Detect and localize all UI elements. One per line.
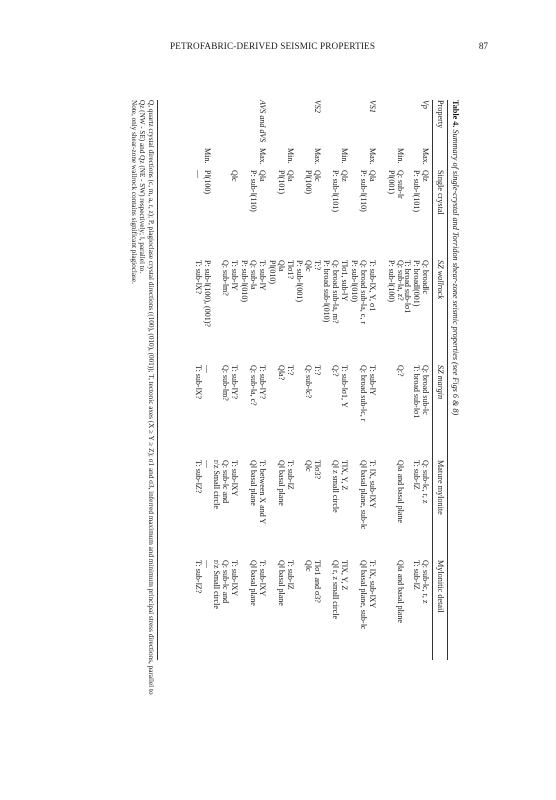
cell-single (387, 170, 405, 199)
row-stat: Max. (368, 148, 377, 165)
cell-line: T:? (286, 365, 295, 376)
cell-line: Q: sub-‖c, r, z (421, 460, 430, 504)
cell-line: T: sub-‖Z (286, 560, 295, 590)
cell-line: Q: sub-‖r (396, 170, 405, 199)
row-property: AVS and dVS (258, 100, 267, 143)
cell-line: P‖(001) (387, 170, 396, 195)
cell-margin (412, 365, 430, 418)
cell-mature (277, 460, 295, 506)
cell-line: Q‖ basal plane (277, 460, 286, 506)
cell-line: T: sub-‖Y? (258, 365, 267, 400)
cell-single (331, 170, 349, 212)
cell-line: Q‖ z small circle (331, 460, 340, 513)
cell-line: r/z Small circle (212, 560, 221, 609)
cell-line: T: sub-‖X, Y, σ1 (368, 260, 377, 312)
cell-line: Q‖z (421, 170, 430, 182)
cell-single (230, 170, 239, 182)
cell-mature (359, 460, 377, 529)
cell-line: P‖(100) (203, 170, 212, 195)
rotated-table-region (130, 100, 460, 695)
cell-margin (359, 365, 377, 421)
cell-line: T‖X, Y, Z (340, 560, 349, 591)
cell-line: Q: sub-‖a, c? (249, 365, 258, 406)
row-stat: Min. (396, 148, 405, 164)
running-header (148, 41, 488, 55)
cell-line: P: broad‖(001) (412, 260, 421, 307)
cell-single (304, 170, 322, 194)
table-label: Table 4. (451, 100, 460, 128)
cell-line: T‖σ1 and σ3? (313, 560, 322, 603)
cell-line: T‖σ1? (286, 260, 295, 279)
cell-line: P: sub-‖(110) (359, 170, 368, 212)
cell-margin (221, 365, 239, 401)
cell-line: Q‖a and basal plane (396, 460, 405, 523)
cell-line: T‖σ1, sub-‖Y (340, 260, 349, 302)
cell-detail (396, 560, 405, 623)
cell-line: Q: broad sub-‖a, m? (331, 260, 340, 324)
cell-line: T: sub-‖X? (194, 365, 203, 400)
col-header-mature-mylonite: Mature mylonite (436, 460, 445, 515)
cell-line: Q‖a (277, 260, 286, 272)
cell-line: T:? (313, 260, 322, 271)
cell-wallrock (295, 260, 322, 302)
cell-line: T: sub-‖σ1, Y (340, 365, 349, 408)
cell-mature (412, 460, 430, 503)
cell-wallrock (268, 260, 295, 284)
cell-detail (277, 560, 295, 606)
cell-line: Q:? (396, 365, 405, 377)
cell-wallrock (322, 260, 349, 324)
row-stat: Max. (313, 148, 322, 165)
table-caption-text: Summary of single-crystal and Torridon shear-zone seismic properties (see Figs 6 & 8) (451, 129, 460, 416)
cell-margin (304, 365, 322, 398)
cell-line: — (194, 170, 203, 178)
cell-mature (396, 460, 405, 523)
row-property: VS2 (313, 100, 322, 113)
cell-detail (212, 560, 239, 609)
cell-line: T‖X, Y, Z (340, 460, 349, 491)
cell-line: Q‖a? (277, 365, 286, 381)
cell-wallrock (350, 260, 377, 324)
row-property: Vp (421, 100, 430, 109)
cell-line: Q: broad‖c (421, 260, 430, 295)
cell-line: Q‖c (230, 170, 239, 182)
running-title: PETROFABRIC-DERIVED SEISMIC PROPERTIES (170, 41, 376, 51)
cell-line: r/z Small circle (212, 460, 221, 509)
cell-single (194, 170, 212, 194)
cell-line: Q: broad sub-‖a, c, r (359, 260, 368, 325)
cell-line: Q‖c (313, 170, 322, 182)
cell-line: Q: sub-‖c, r, z (421, 560, 430, 604)
footnote-2: Qz (NW - SE) and Qz (NE - SW) respectively; ‖, parallel to. (138, 100, 147, 274)
cell-line: Q‖z (340, 170, 349, 182)
cell-line: P‖(101) (277, 170, 286, 195)
cell-margin (194, 365, 212, 399)
cell-line: Q‖a (368, 170, 377, 182)
col-header-property: Property (436, 100, 445, 129)
cell-single (249, 170, 267, 212)
row-property: VS1 (368, 100, 377, 113)
row-stat: Max. (258, 148, 267, 165)
row-stat: Max. (421, 148, 430, 165)
cell-line: — (203, 560, 212, 568)
cell-line: T: broad sub-‖σ1 (403, 260, 412, 314)
cell-line: T: sub-‖Z? (194, 560, 203, 594)
table-4 (130, 100, 460, 695)
header-rule (432, 100, 433, 660)
footnote-1: Q, quartz crystal directions (c, m, a, r, z); P, plagioclase crystal directions ((100), (010), (001)); T, tectonic axes (X ≥ Y ≥ Z); σ1 and σ3, inferred maximum and minimum principal stress directions, parallel to (147, 100, 155, 695)
cell-line: Q: broad sub-‖c, r (359, 365, 368, 422)
cell-line: P‖(010) (268, 260, 277, 285)
cell-line: — (203, 460, 212, 468)
cell-wallrock (240, 260, 267, 302)
cell-line: T: sub-‖Z (286, 460, 295, 490)
col-header-mylonitic-detail: Mylonitic detail (436, 560, 445, 613)
cell-line: P: sub-‖(010) (240, 260, 249, 303)
cell-line: T: sub-‖XY (230, 560, 239, 597)
footnote-3: Note, only shear-zone wallrock contains significant plagioclase. (130, 100, 138, 284)
cell-line: Q:? (331, 365, 340, 377)
row-stat: Min. (286, 148, 295, 164)
cell-line: T: sub-‖Y? (230, 365, 239, 400)
cell-mature (304, 460, 322, 479)
cell-line: T: between X and Y (258, 460, 267, 525)
cell-line: Q: sub-‖a, z? (396, 260, 405, 301)
cell-line: Q‖ basal plane, sub-‖c (359, 460, 368, 530)
cell-single (412, 170, 430, 212)
cell-line: P: broad sub-‖(010) (322, 260, 331, 323)
cell-line: — (203, 365, 212, 373)
cell-line: Q‖c (304, 460, 313, 472)
cell-line: T: sub-‖Z (412, 560, 421, 590)
row-stat: Min. (203, 148, 212, 164)
cell-line: T: broad sub-‖σ1 (412, 365, 421, 419)
top-rule (447, 100, 448, 660)
cell-line: T: sub-‖Z? (194, 460, 203, 494)
cell-line: Q‖a (286, 170, 295, 182)
cell-line: T: sub-‖Z (412, 460, 421, 490)
cell-detail (194, 560, 212, 593)
cell-mature (212, 460, 239, 509)
cell-wallrock (194, 260, 212, 327)
cell-line: Q: sub-‖c and (221, 560, 230, 604)
cell-single (277, 170, 295, 194)
cell-detail (412, 560, 430, 603)
cell-detail (249, 560, 267, 606)
col-header-single-crystal: Single crystal (436, 170, 445, 215)
page-number: 87 (478, 41, 488, 51)
cell-detail (304, 560, 322, 603)
cell-wallrock (387, 260, 405, 302)
cell-line: Q: sub-‖c? (304, 365, 313, 399)
row-stat: Min. (340, 148, 349, 164)
cell-mature (331, 460, 349, 513)
cell-line: Q‖ basal plane (277, 560, 286, 606)
cell-line: T: sub-‖X? (194, 260, 203, 295)
cell-line: P: sub-‖(101) (412, 170, 421, 213)
cell-line: Q: sub-‖m? (221, 260, 230, 296)
cell-line: T‖σ3? (313, 460, 322, 479)
cell-line: P: sub-‖(110) (249, 170, 258, 212)
cell-line: Q‖ basal plane (249, 460, 258, 506)
cell-detail (359, 560, 377, 629)
cell-line: Q: sub-‖a (249, 260, 258, 290)
cell-line: Q‖c (304, 260, 313, 272)
cell-line: Q‖a and basal plane (396, 560, 405, 623)
cell-line: P: sub-‖(100) (387, 260, 396, 303)
cell-line: Q: sub-‖c and (221, 460, 230, 504)
table-caption (450, 100, 460, 660)
col-header-sz-margin: SZ margin (436, 365, 445, 400)
cell-margin (331, 365, 349, 408)
cell-margin (277, 365, 295, 380)
cell-margin (249, 365, 267, 406)
cell-line: Q‖ basal plane (249, 560, 258, 606)
cell-line: Q: broad sub-‖c (421, 365, 430, 415)
cell-line: P: sub-‖(101) (331, 170, 340, 213)
cell-line: T: sub-‖XY (258, 560, 267, 597)
bottom-rule (157, 100, 158, 660)
cell-line: P: sub-‖(010) (350, 260, 359, 303)
cell-detail (331, 560, 349, 619)
cell-wallrock (221, 260, 239, 296)
cell-line: Q‖ basal plane, sub-‖c (359, 560, 368, 630)
cell-line: Q‖ r, z small circle (331, 560, 340, 620)
cell-single (359, 170, 377, 212)
cell-line: Q‖a (258, 170, 267, 182)
cell-mature (194, 460, 212, 493)
cell-line: P: sub-‖(001) (295, 260, 304, 303)
cell-margin (396, 365, 405, 377)
cell-line: T: sub-‖Y (368, 365, 377, 396)
cell-line: Q‖c (304, 560, 313, 572)
cell-line: T: sub-‖XY (230, 460, 239, 497)
cell-line: T: sub-‖Y (258, 260, 267, 291)
cell-line: T:? (313, 365, 322, 376)
cell-line: Q: sub-‖m? (221, 365, 230, 401)
cell-line: T: ‖X, sub-‖XY (368, 560, 377, 609)
cell-line: P: sub-‖(100), (001)? (203, 260, 212, 327)
cell-line: P‖(100) (304, 170, 313, 195)
cell-wallrock (403, 260, 430, 313)
col-header-sz-wallrock: SZ wallrock (436, 260, 445, 300)
cell-line: T: ‖X, sub-‖XY (368, 460, 377, 509)
cell-line: T: sub-‖Y (230, 260, 239, 291)
cell-mature (249, 460, 267, 524)
